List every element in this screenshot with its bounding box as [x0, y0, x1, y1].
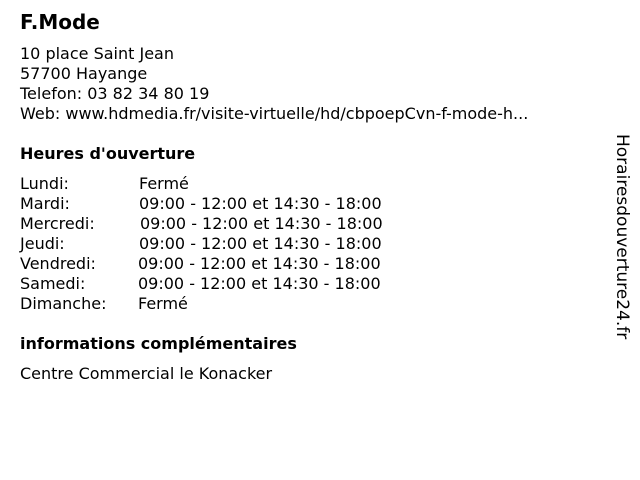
day-label: Dimanche: — [20, 294, 107, 313]
day-hours: 09:00 - 12:00 et 14:30 - 18:00 — [138, 254, 381, 273]
store-address-block — [20, 44, 528, 124]
day-label: Samedi: — [20, 274, 86, 293]
day-hours: Fermé — [138, 294, 188, 313]
day-hours: 09:00 - 12:00 et 14:30 - 18:00 — [140, 214, 383, 233]
site-watermark: Horairesdouverture24.fr — [612, 134, 632, 340]
day-hours: 09:00 - 12:00 et 14:30 - 18:00 — [139, 234, 382, 253]
day-hours: Fermé — [139, 174, 189, 193]
phone-number: Telefon: 03 82 34 80 19 — [20, 84, 210, 103]
address-city: 57700 Hayange — [20, 64, 148, 83]
day-label: Mardi: — [20, 194, 70, 213]
additional-info-text: Centre Commercial le Konacker — [20, 364, 273, 383]
day-label: Vendredi: — [20, 254, 96, 273]
website-url: Web: www.hdmedia.fr/visite-virtuelle/hd/cbpoepCvn-f-mode-h... — [20, 104, 529, 123]
day-label: Jeudi: — [20, 234, 65, 253]
store-name: F.Mode — [20, 10, 100, 34]
day-hours: 09:00 - 12:00 et 14:30 - 18:00 — [138, 274, 381, 293]
address-street: 10 place Saint Jean — [20, 44, 174, 63]
day-label: Mercredi: — [20, 214, 95, 233]
additional-info-heading: informations complémentaires — [20, 334, 297, 353]
day-hours: 09:00 - 12:00 et 14:30 - 18:00 — [139, 194, 382, 213]
hours-heading: Heures d'ouverture — [20, 144, 196, 163]
day-label: Lundi: — [20, 174, 69, 193]
